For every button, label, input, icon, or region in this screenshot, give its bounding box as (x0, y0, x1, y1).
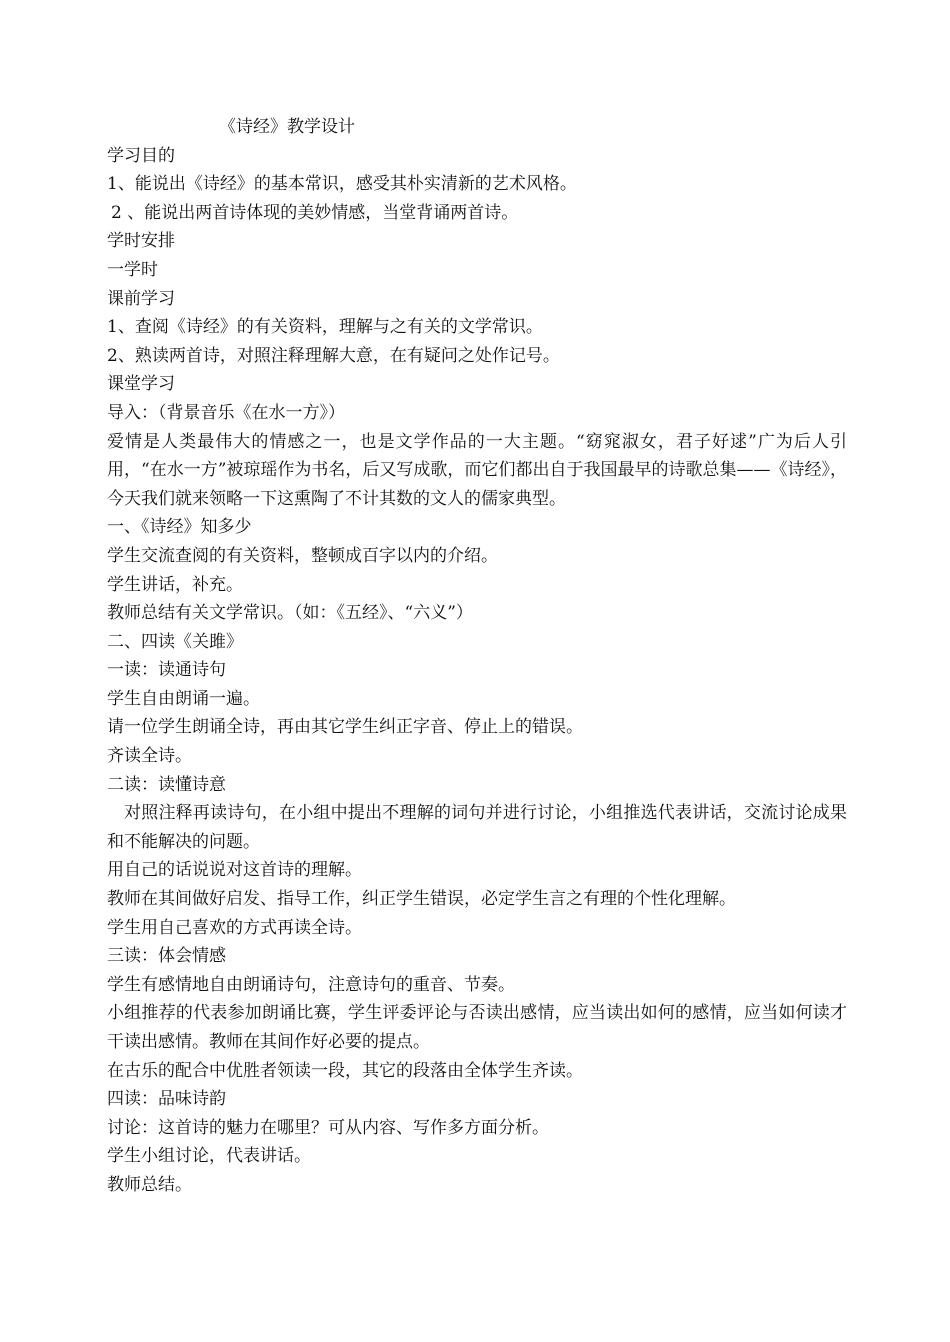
document-body (107, 113, 847, 1200)
heading-pre-class: 课前学习 (107, 288, 175, 309)
paragraph-line: 学生讲话，补充。 (107, 574, 243, 595)
reading-step-1-heading: 一读：读通诗句 (107, 660, 226, 681)
document-title: 《诗经》教学设计 (219, 117, 355, 137)
paragraph-line: 讨论：这首诗的魅力在哪里？可从内容、写作多方面分析。 (107, 1117, 549, 1138)
paragraph-line: 齐读全诗。 (107, 746, 192, 767)
paragraph-line: 学生用自己喜欢的方式再读全诗。 (107, 917, 362, 938)
paragraph-line: 教师总结有关文学常识。（如：《五经》、“六义”） (107, 603, 473, 624)
paragraph-line: 学生自由朗诵一遍。 (107, 688, 260, 709)
heading-learning-goals: 学习目的 (107, 145, 175, 166)
goal-item-1: 1、能说出《诗经》的基本常识，感受其朴实清新的艺术风格。 (107, 174, 577, 195)
paragraph-line: 教师总结。 (107, 1174, 192, 1195)
section-heading-2: 二、四读《关雎》 (107, 631, 243, 652)
discussion-paragraph: 对照注释再读诗句，在小组中提出不理解的词句并进行讨论，小组推选代表讲话，交流讨论成果和不能解决的问题。 (107, 803, 847, 852)
recitation-paragraph: 小组推荐的代表参加朗诵比赛，学生评委评论与否读出感情，应当读出如何的感情，应当如何读才干读出感情。教师在其间作好必要的提点。 (107, 1003, 847, 1052)
paragraph-line: 用自己的话说说对这首诗的理解。 (107, 860, 362, 881)
paragraph-line: 教师在其间做好启发、指导工作，纠正学生错误，必定学生言之有理的个性化理解。 (107, 889, 736, 910)
paragraph-line: 在古乐的配合中优胜者领读一段，其它的段落由全体学生齐读。 (107, 1060, 583, 1081)
reading-step-3-heading: 三读：体会情感 (107, 946, 226, 967)
reading-step-2-heading: 二读：读懂诗意 (107, 774, 226, 795)
paragraph-line: 请一位学生朗诵全诗，再由其它学生纠正字音、停止上的错误。 (107, 717, 583, 738)
heading-in-class: 课堂学习 (107, 374, 175, 395)
paragraph-line: 学生有感情地自由朗诵诗句，注意诗句的重音、节奏。 (107, 974, 515, 995)
goal-item-2: 2 、能说出两首诗体现的美妙情感，当堂背诵两首诗。 (111, 202, 519, 223)
intro-heading: 导入：（背景音乐《在水一方》） (107, 402, 345, 423)
paragraph-line: 学生小组讨论，代表讲话。 (107, 1146, 311, 1167)
intro-paragraph: 爱情是人类最伟大的情感之一，也是文学作品的一大主题。“窈窕淑女，君子好逑”广为后人引用，“在水一方”被琼瑶作为书名，后又写成歌，而它们都出自于我国最早的诗歌总集——《诗经》，今天我们就来领略一下这熏陶了不计其数的文人的儒家典型。 (107, 431, 847, 509)
pre-class-item-1: 1、查阅《诗经》的有关资料，理解与之有关的文学常识。 (107, 317, 543, 338)
section-heading-1: 一、《诗经》知多少 (107, 517, 252, 538)
paragraph-line: 学生交流查阅的有关资料，整顿成百字以内的介绍。 (107, 545, 498, 566)
heading-schedule: 学时安排 (107, 231, 175, 252)
reading-step-4-heading: 四读：品味诗韵 (107, 1089, 226, 1110)
pre-class-item-2: 2、熟读两首诗，对照注释理解大意，在有疑问之处作记号。 (107, 345, 560, 366)
schedule-value: 一学时 (107, 259, 158, 280)
